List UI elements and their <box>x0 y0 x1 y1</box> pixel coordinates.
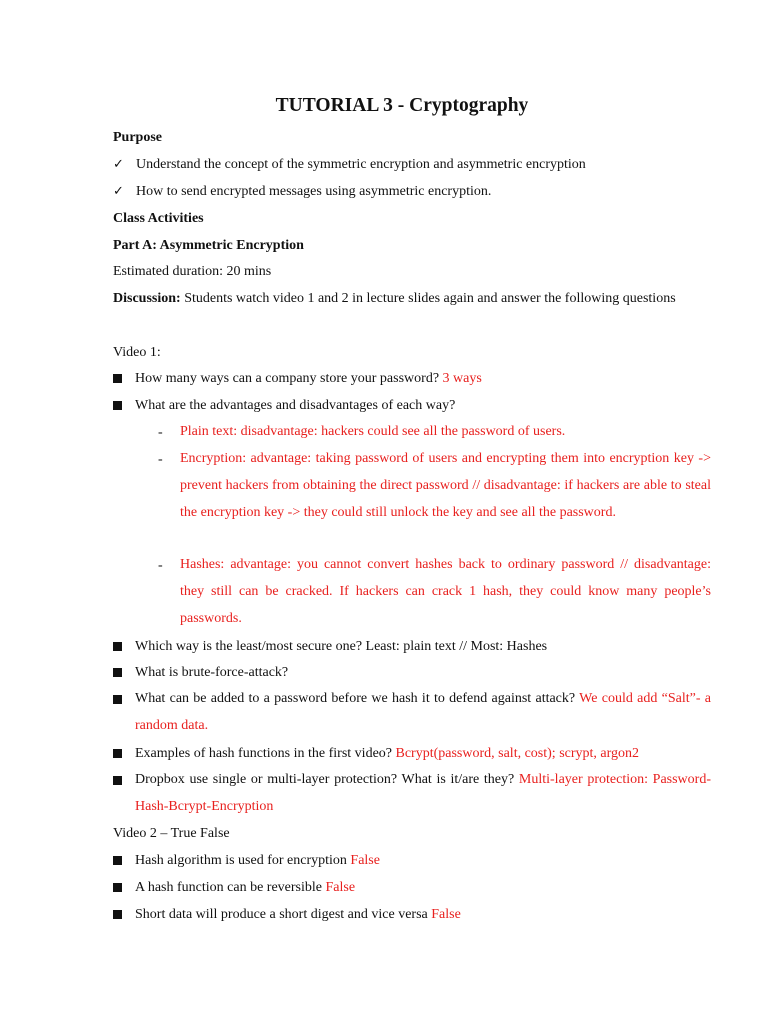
discussion-paragraph: Discussion: Students watch video 1 and 2 in lecture slides again and answer the following questions <box>113 291 676 306</box>
square-bullet-icon <box>113 401 122 410</box>
list-item-text: Dropbox use single or multi-layer protection? What is it/are they? Multi-layer protection: Password-Hash-Bcrypt-Encryption <box>135 772 711 814</box>
square-bullet-icon <box>113 668 122 677</box>
square-bullet-icon <box>113 776 122 785</box>
sub-answer: Encryption: advantage: taking password of users and encrypting them into encryption key -> prevent hackers from obtaining the direct password // disadvantage: if hackers are able to steal the encryption key -> they could still unlock the key and see all the password. <box>180 451 711 520</box>
document-title: TUTORIAL 3 - Cryptography <box>275 95 529 116</box>
square-bullet-icon <box>113 883 122 892</box>
square-bullet-icon <box>113 695 122 704</box>
dash-bullet: - <box>158 452 163 467</box>
video-1-heading: Video 1: <box>113 345 161 360</box>
square-bullet-icon <box>113 910 122 919</box>
estimated-duration: Estimated duration: 20 mins <box>113 264 272 279</box>
square-bullet-icon <box>113 856 122 865</box>
dash-bullet: - <box>158 425 163 440</box>
square-bullet-icon <box>113 374 122 383</box>
document-page: TUTORIAL 3 - Cryptography Purpose ✓ Understand the concept of the symmetric encryption and asymmetric encryption ✓ How to send encrypted messages using asymmetric encryption. Class Activities Part A: Asymmetric Encryption Estimated duration: 20 mins Discussion: Students watch video 1 and 2 in lecture slides again and answer the following questions Video 1: How many ways can a company store your password? 3 ways What are the advantages and disadvantages of each way? - Plain text: disadvantage: hackers could see all the password of users. - Encryption: advantage: taking password of users and encrypting them into encryption key -> prevent hackers from obtaining the direct password // disadvantage: if hackers are able to steal the encryption key -> they could still unlock the key and see all the password. - Hashes: advantage: you cannot convert hashes back to ordinary password // disadvantage: they still can be cracked. If hackers can crack 1 hash, they could know many people’s passwords. Which way is the least/most secure one? Least: plain text // Most: Hashes What is brute-force-attack? What can be added to a password before we hash it to defend against attack? We could add “Salt”- a random data. Examples of hash functions in the first video? Bcrypt(password, salt, cost); scrypt, argon2 Dropbox use single or multi-layer protection? What is it/are they? Multi-layer protection: Password-Hash-Bcrypt-Encryption Video 2 – True False Hash algorithm is used for encryption False A hash function can be reversible False Short data will produce a short digest and vice versa False <box>0 0 768 1024</box>
dash-bullet: - <box>158 558 163 573</box>
sub-answer: Hashes: advantage: you cannot convert hashes back to ordinary password // disadvantage: they still can be cracked. If hackers can crack 1 hash, they could know many people’s passwords. <box>180 557 711 626</box>
square-bullet-icon <box>113 642 122 651</box>
checkmark-icon: ✓ <box>113 184 124 199</box>
list-item-text: What can be added to a password before we hash it to defend against attack? We could add “Salt”- a random data. <box>135 691 711 733</box>
purpose-heading: Purpose <box>113 130 162 145</box>
video-2-heading: Video 2 – True False <box>113 826 230 841</box>
class-activities-heading: Class Activities <box>113 211 204 226</box>
square-bullet-icon <box>113 749 122 758</box>
part-a-heading: Part A: Asymmetric Encryption <box>113 238 304 253</box>
checkmark-icon: ✓ <box>113 157 124 172</box>
sub-answer: Plain text: disadvantage: hackers could see all the password of users. <box>180 424 566 439</box>
